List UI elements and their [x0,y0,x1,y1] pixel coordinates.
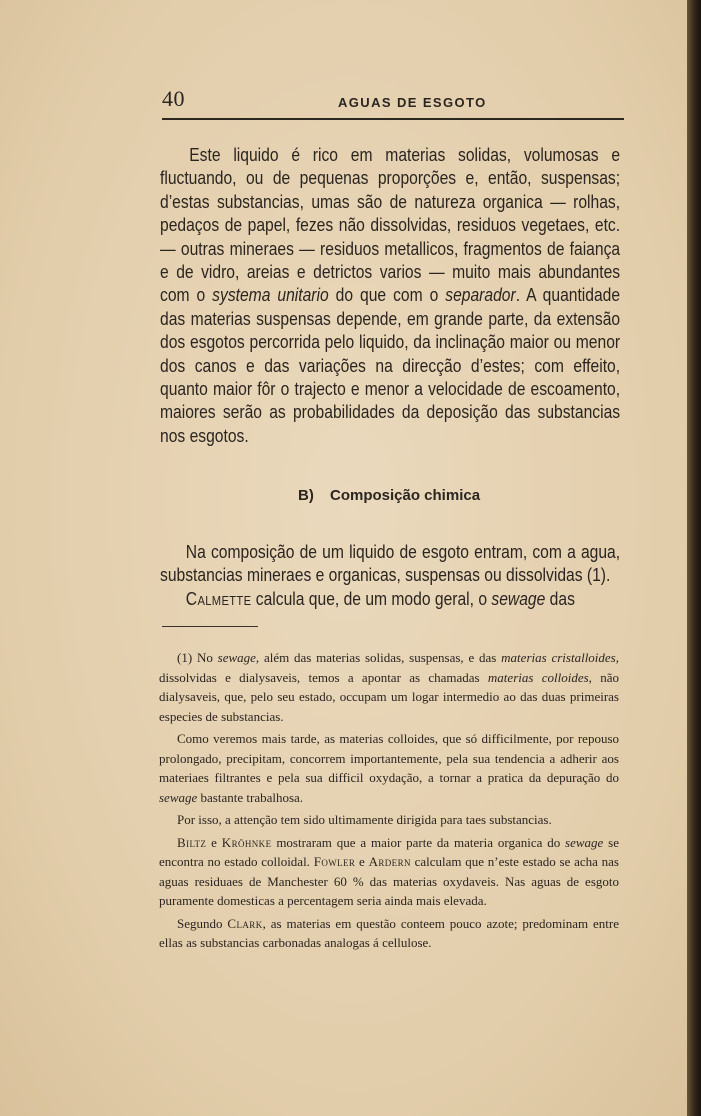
footnote-4-text-b: mostraram que a maior parte da materia organica do [271,834,566,850]
footnotes [159,648,619,956]
running-title: AGUAS DE ESGOTO [338,95,487,110]
footnote-5-name: Clark [227,915,263,931]
footnote-1-italic-2: materias cristalloides [501,650,616,665]
section-label: B) [298,487,314,504]
footnote-1-text-d: , não dialysaveis, que, pelo seu estado, occupam um logar intermedio ao das duas primeiras especies de substancias. [159,669,619,724]
footnote-2-italic: sewage [159,789,198,805]
footnote-4 [159,833,619,911]
footnote-4-text-e: calculam que n’este estado se acha nas aguas residuaes de Manchester 60 % das materias oxydaveis. Nas aguas de esgoto puramente domesticas a percentagem seria ainda mais elevada. [159,854,619,908]
paragraph-3-end: das [545,588,575,609]
footnote-1-italic-3: materias colloides [487,669,589,685]
footnote-5 [159,914,619,953]
footnote-4-italic: sewage [565,834,604,850]
footnote-4-text-d: e [355,854,369,869]
paragraph-3-italic: sewage [491,588,546,609]
main-text-2 [160,541,620,611]
footnote-4-text-c: se encontra no estado colloidal. [159,834,619,869]
footnote-1-text-b: , além das materias solidas, suspensas, e das [255,650,502,665]
paragraph-1-text-b: do que com o [328,285,446,306]
paragraph-2: Na composição de um liquido de esgoto entram, com a agua, substancias mineraes e organicas, suspensas ou dissolvidas (1). [160,542,621,586]
paragraph-1-italic-2: separador [445,285,516,306]
footnote-1 [159,648,619,726]
footnote-1-italic-1: sewage [217,650,256,665]
book-spine-edge [687,0,701,1116]
footnote-5-text-b: , as materias em questão conteem pouco azote; predominam entre ellas as substancias carbonadas analogas á cellulose. [159,915,620,950]
author-name: Calmette [185,588,252,609]
header-rule [162,118,624,120]
footnote-4-name-4: Ardern [368,854,411,869]
page-number: 40 [162,86,185,111]
paragraph-1-text-c: . A quantidade das materias suspensas depende, em grande parte, da extensão dos esgotos percorrida pelo liquido, da inclinação maior ou menor dos canos e das variações na direcção d’estes; com effeito, quanto maior fôr o trajecto e menor a velocidade de escoamento, maiores serão as probabilidades da deposição das substancias nos esgotos. [160,285,621,446]
footnote-4-name-1: Biltz [177,834,207,850]
footnote-4-name-3: Fowler [313,854,356,869]
footnote-rule [162,626,258,627]
paragraph-1-text-a: Este liquido é rico em materias solidas, volumosas e fluctuando, ou de pequenas proporções e, então, suspensas; d’estas substancias, umas são de natureza organica — rolhas, pedaços de papel, fezes não dissolvidas, residuos vegetaes, etc. — outras mineraes — residuos metallicos, fragmentos de faiança e de vidro, areias e detrictos varios — muito mais abundantes com o [160,145,621,306]
paragraph-1-italic-1: systema unitario [212,285,329,306]
footnote-2 [159,729,619,807]
footnote-4-name-2: Kröhnke [221,834,272,850]
section-title: Composição chimica [330,487,481,504]
footnote-5-text-a: Segundo [177,915,228,931]
footnote-2-text-a: Como veremos mais tarde, as materias colloides, que só difficilmente, por repouso prolongado, precipitam, concorrem importantemente, pela sua tendencia a adherir aos materiaes filtrantes e pela sua difficil oxydação, a tornar a pratica da depuração do [159,731,619,785]
section-heading [298,487,480,504]
paragraph-3-text: calcula que, de um modo geral, o [251,588,492,609]
main-text [160,144,620,448]
footnote-2-text-b: bastante trabalhosa. [197,789,304,805]
paragraph-1 [160,144,620,448]
paragraph-3 [160,588,620,611]
footnote-1-text-c: , dissolvidas e dialysaveis, temos a apontar as chamadas [159,650,619,685]
footnote-3: Por isso, a attenção tem sido ultimamente dirigida para taes substancias. [177,812,552,827]
page-header [162,86,622,120]
footnote-1-text-a: (1) No [177,650,218,665]
footnote-4-text-a: e [206,834,222,850]
